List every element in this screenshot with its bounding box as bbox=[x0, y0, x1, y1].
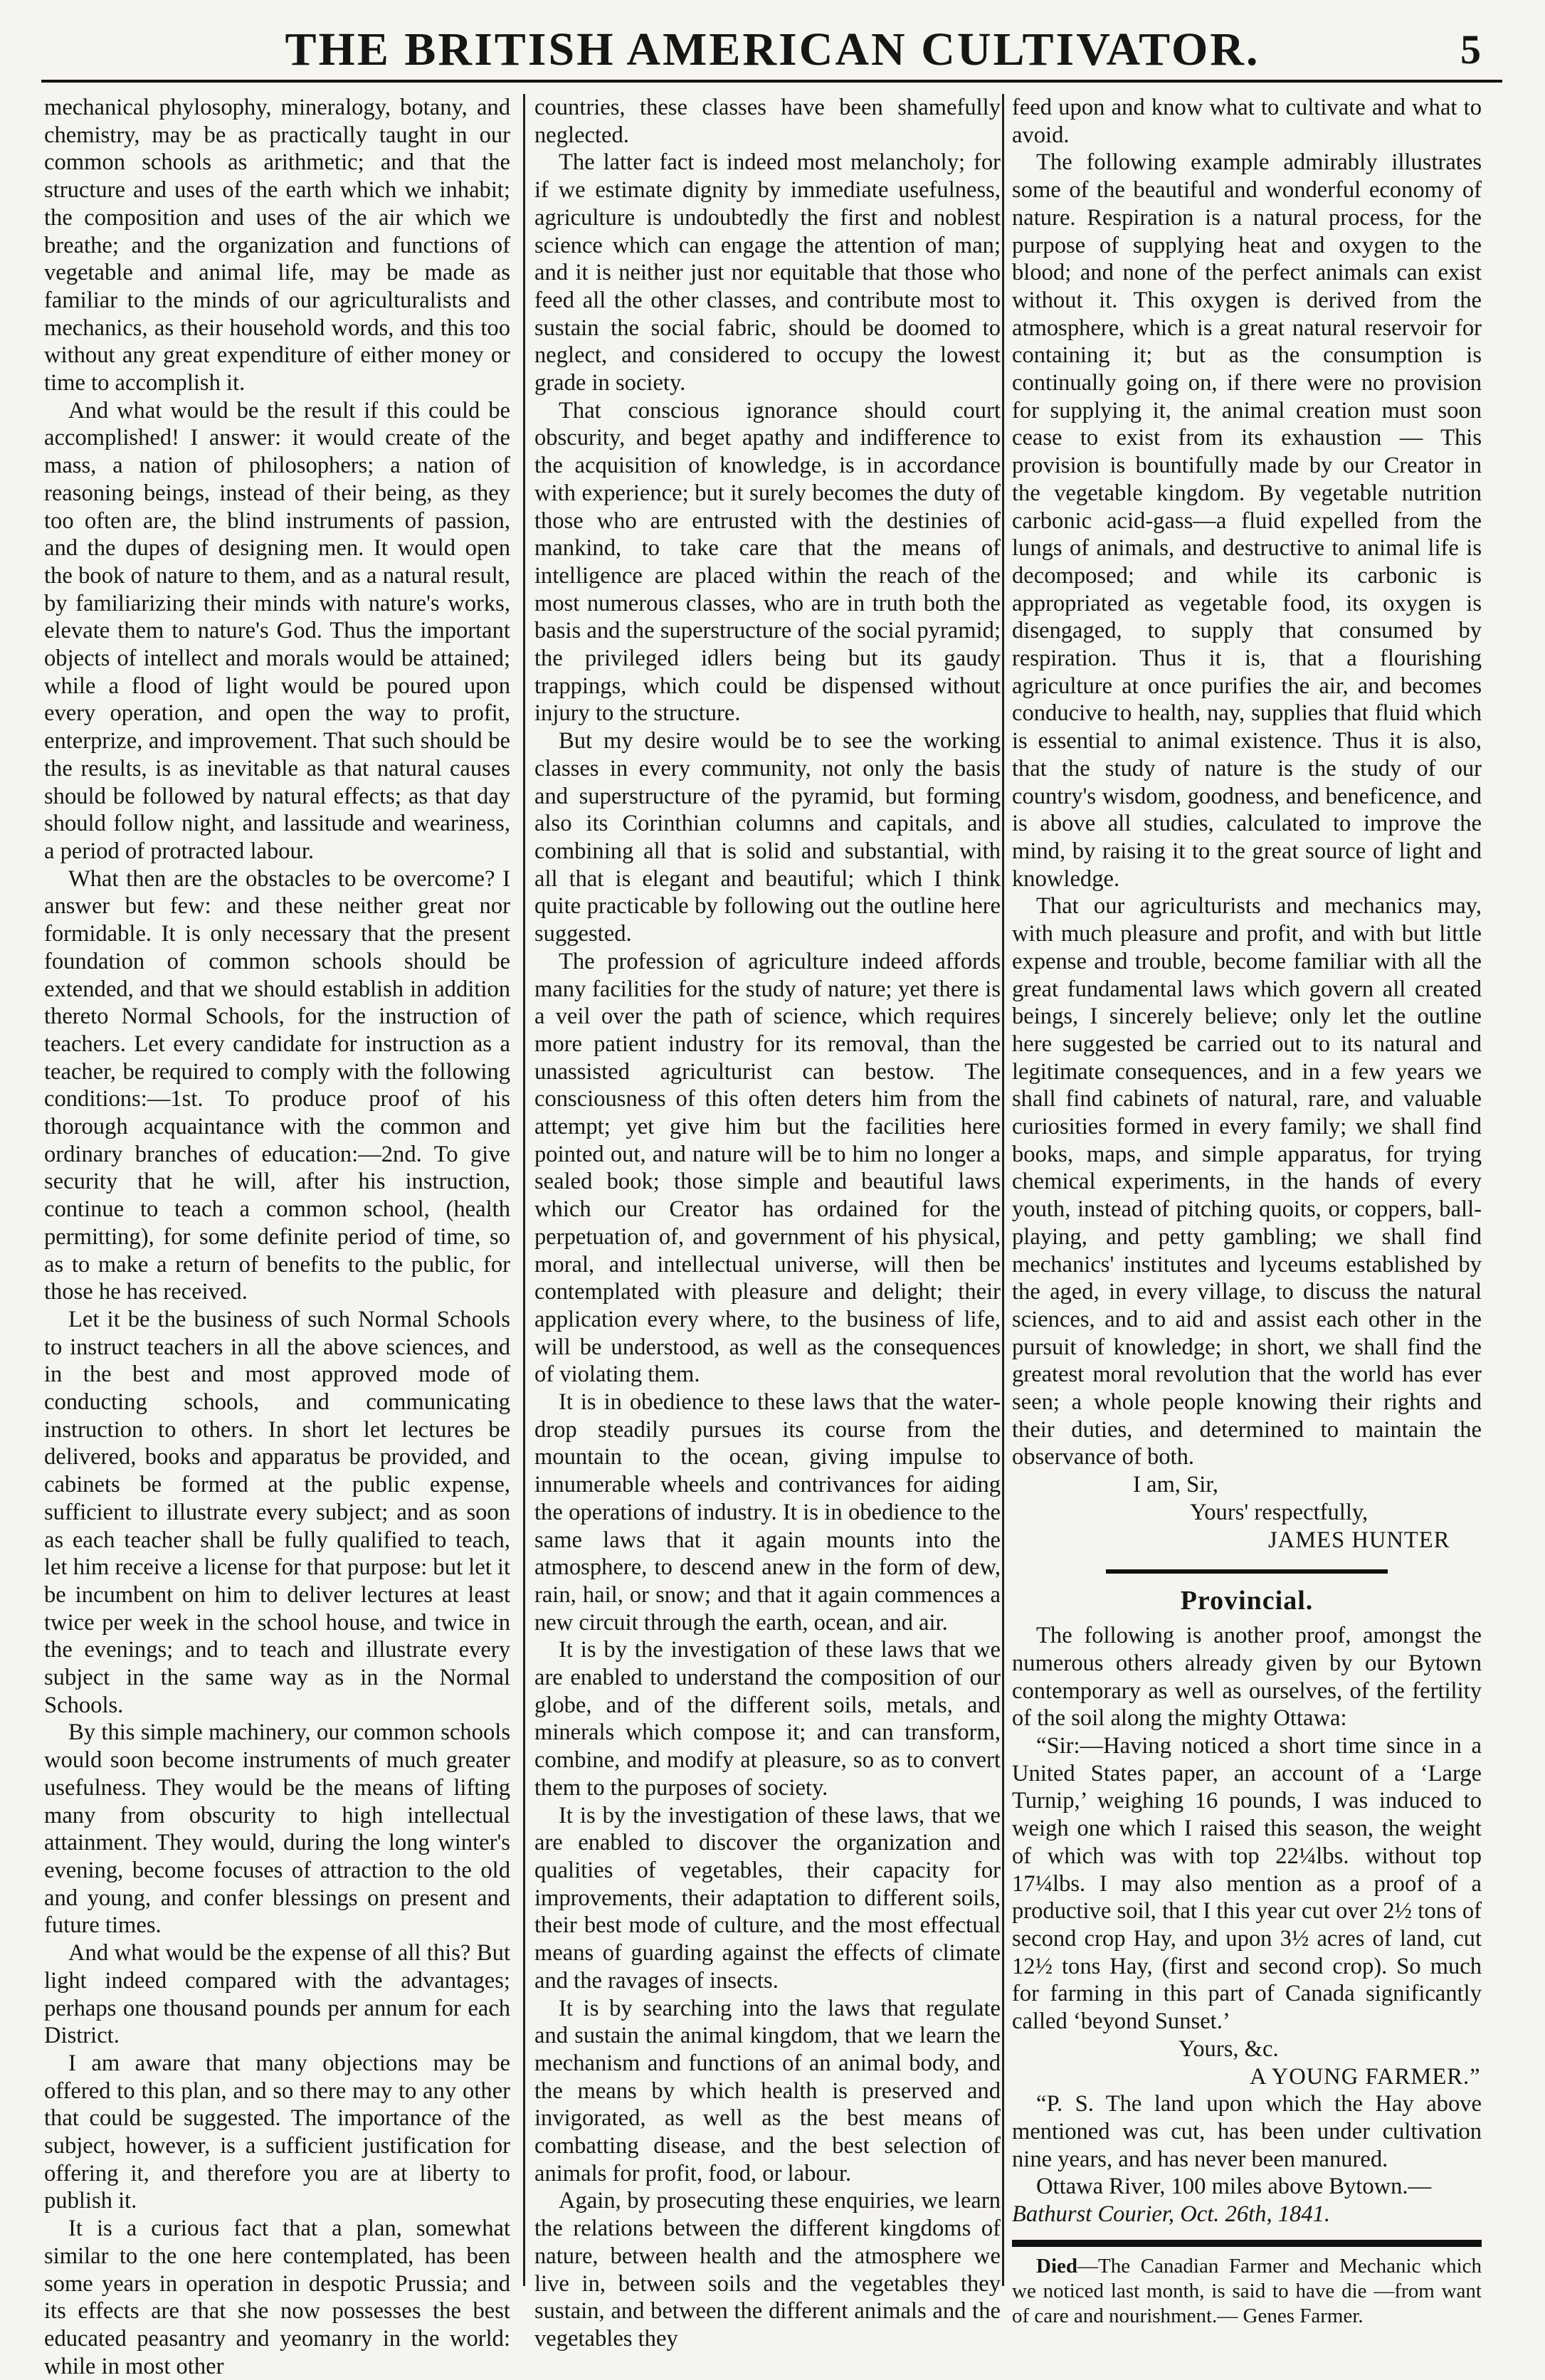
died-label: Died bbox=[1036, 2254, 1077, 2278]
paragraph: I am aware that many objections may be offered to this plan, and so there may to any other that could be suggested. The importance of the subject, however, is a sufficient justification for offering it, and therefore you are at liberty to publish it. bbox=[44, 2050, 510, 2214]
section-separator bbox=[1106, 1569, 1388, 1574]
paragraph: It is in obedience to these laws that the water-drop steadily pursues its course from the mountain to the ocean, giving impulse to innumerable wheels and contrivances for aiding the operations of industry. It is in obedience to the same laws that it again mounts into the atmosphere, to descend anew in the form of dew, rain, hail, or snow; and that it again commences a new circuit through the earth, ocean, and air. bbox=[534, 1389, 1001, 1636]
postscript: “P. S. The land upon which the Hay above mentioned was cut, has been under cultivation nine years, and has never been manured. bbox=[1012, 2091, 1482, 2172]
paragraph: By this simple machinery, our common schools would soon become instruments of much greater usefulness. They would be the means of lifting many from obscurity to high intellectual attainment. They would, during the long winter's evening, become focuses of attraction to the old and young, and confer blessings on present and future times. bbox=[44, 1720, 510, 1939]
paragraph: The following is another proof, amongst the numerous others already given by our Bytown contemporary as well as ourselves, of the fertility of the soil along the mighty Ottawa: bbox=[1012, 1623, 1482, 1732]
paragraph: The following example admirably illustrates some of the beautiful and wonderful economy of nature. Respiration is a natural process, for the purpose of supplying heat and oxygen to the blood; and none of the perfect animals can exist without it. This oxygen is derived from the atmosphere, which is a great natural reservoir for containing it; but as the consumption is continually going on, if there were no provision for supplying it, the animal creation must soon cease to exist from its exhaustion — This provision is bountifully made by our Creator in the vegetable kingdom. By vegetable nutrition carbonic acid-gass—a fluid expelled from the lungs of animals, and destructive to animal life is decomposed; and while its carbonic is appropriated as vegetable food, its oxygen is disengaged, to supply that consumed by respiration. Thus it is, that a flourishing agriculture at once purifies the air, and becomes conducive to health, nay, supplies that fluid which is essential to animal existence. Thus it is also, that the study of nature is the study of our country's wisdom, goodness, and beneficence, and is above all studies, calculated to improve the mind, by raising it to the great source of light and knowledge. bbox=[1012, 149, 1482, 892]
paragraph: And what would be the expense of all this? But light indeed compared with the advantages; perhaps one thousand pounds per annum for each District. bbox=[44, 1940, 510, 2049]
signoff-closing: Yours' respectfully, bbox=[1190, 1499, 1369, 1525]
paragraph: feed upon and know what to cultivate and what to avoid. bbox=[1012, 95, 1482, 148]
paragraph: That conscious ignorance should court obscurity, and beget apathy and indifference to the acquisition of knowledge, is in accordance with experience; but it surely becomes the duty of those who are entrusted with the destinies of mankind, to take care that the means of intelligence are placed within the reach of the most numerous classes, who are in truth both the basis and the superstructure of the social pyramid; the privileged idlers being but its gaudy trappings, which could be dispensed without injury to the structure. bbox=[534, 397, 1001, 727]
paragraph: That our agriculturists and mechanics may, with much pleasure and profit, and with but little expense and trouble, become familiar with all the great fundamental laws which govern all created beings, I sincerely believe; only let the outline here suggested be carried out to its natural and legitimate consequences, and in a few years we shall find cabinets of natural, rare, and valuable curiosities formed in every family; we shall find books, maps, and simple apparatus, for trying chemical experiments, in the hands of every youth, instead of pitching quoits, or coppers, ball-playing, and petty gambling; we shall find mechanics' institutes and lyceums established by the aged, in every village, to discuss the natural sciences, and to aid and assist each other in the pursuit of knowledge; in short, we shall find the greatest moral revolution that the world has ever seen; a whole people knowing their rights and their duties, and determined to maintain the observance of both. bbox=[1012, 893, 1482, 1470]
paragraph: It is by the investigation of these laws, that we are enabled to discover the organization and qualities of vegetables, their capacity for improvements, their adaptation to different soils, their best mode of culture, and the most effectual means of guarding against the effects of climate and the ravages of insects. bbox=[534, 1802, 1001, 1994]
column-3 bbox=[1012, 94, 1482, 2327]
signoff-signature: JAMES HUNTER bbox=[1268, 1527, 1450, 1553]
quoted-letter: “Sir:—Having noticed a short time since in a United States paper, an account of a ‘Large Turnip,’ weighing 16 pounds, I was induced to weigh one which I raised this season, the weight of which was with top 22¼lbs. without top 17¼lbs. I may also mention as a proof of a productive soil, that I this year cut over 2½ tons of second crop Hay, and upon 3½ acres of land, cut 12½ tons Hay, (first and second crop). So much for farming in this part of Canada significantly called ‘beyond Sunset.’ bbox=[1012, 1733, 1482, 2035]
paragraph: countries, these classes have been shamefully neglected. bbox=[534, 95, 1001, 148]
section-separator-heavy bbox=[1012, 2240, 1482, 2247]
paragraph: It is by searching into the laws that regulate and sustain the animal kingdom, that we learn the mechanism and functions of an animal body, and the means by which health is preserved and invigorated, as well as the best means of combatting disease, and the best selection of animals for profit, food, or labour. bbox=[534, 1995, 1001, 2186]
dateline: Ottawa River, 100 miles above Bytown.— bbox=[1036, 2174, 1432, 2200]
letter-signoff bbox=[1012, 1471, 1482, 1554]
letter-closing: Yours, &c. bbox=[1178, 2036, 1279, 2062]
paragraph: It is a curious fact that a plan, somewhat similar to the one here contemplated, has been some years in operation in despotic Prussia; and its effects are that she now possesses the best educated peasantry and yeomanry in the world: while in most other bbox=[44, 2216, 510, 2379]
page-number: 5 bbox=[1460, 26, 1481, 73]
letter-signature: A YOUNG FARMER.” bbox=[1250, 2063, 1481, 2090]
section-heading: Provincial. bbox=[1180, 1586, 1314, 1616]
column-2 bbox=[534, 94, 1001, 2352]
died-notice bbox=[1012, 2254, 1482, 2329]
source-citation: Bathurst Courier, Oct. 26th, 1841. bbox=[1012, 2201, 1331, 2228]
paragraph: It is by the investigation of these laws that we are enabled to understand the composition of our globe, and of the different soils, metals, and minerals which compose it; and can transform, combine, and modify at pleasure, so as to convert them to the purposes of society. bbox=[534, 1637, 1001, 1801]
paragraph: Again, by prosecuting these enquiries, we learn the relations between the different kingdoms of nature, between health and the atmosphere we live in, between soils and the vegetables they sustain, and between the different animals and the vegetables they bbox=[534, 2188, 1001, 2352]
paragraph: Let it be the business of such Normal Schools to instruct teachers in all the above sciences, and in the best and most approved mode of conducting schools, and communicating instruction to others. In short let lectures be delivered, books and apparatus be provided, and cabinets be formed at the public expense, sufficient to illustrate every subject; and as soon as each teacher shall be fully qualified to teach, let him receive a license for that purpose: but let it be incumbent on him to deliver lectures at least twice per week in the school house, and twice in the evenings; and to teach and illustrate every subject in the same way as in the Normal Schools. bbox=[44, 1306, 510, 1718]
newspaper-title: THE BRITISH AMERICAN CULTIVATOR. bbox=[285, 23, 1260, 75]
column-divider-2 bbox=[1002, 94, 1004, 2286]
paragraph: What then are the obstacles to be overcome? I answer but few: and these neither great nor formidable. It is only necessary that the present foundation of common schools should be extended, and that we should establish in addition thereto Normal Schools, for the instruction of teachers. Let every candidate for instruction as a teacher, be required to comply with the following conditions:—1st. To produce proof of his thorough acquaintance with the common and ordinary branches of education:—2nd. To give security that he will, after his instruction, continue to teach a common school, (health permitting), for some definite period of time, so as to make a return of benefits to the public, for those he has received. bbox=[44, 865, 510, 1305]
paragraph: The profession of agriculture indeed affords many facilities for the study of nature; yet there is a veil over the path of science, which requires more patient industry for its removal, than the unassisted agriculturist can bestow. The consciousness of this often deters him from the attempt; yet give him but the facilities here pointed out, and nature will be to him no longer a sealed book; those simple and beautiful laws which our Creator has ordained for the perpetuation of, and government of his physical, moral, and intellectual universe, will then be contemplated with pleasure and delight; their application every where, to the business of life, will be understood, as well as the consequences of violating them. bbox=[534, 948, 1001, 1388]
column-1 bbox=[44, 94, 510, 2379]
died-text: —The Canadian Farmer and Mechanic which we noticed last month, is said to have die —from want of care and nourishment.— Genes Farmer. bbox=[1012, 2254, 1482, 2327]
masthead bbox=[0, 0, 1545, 84]
paragraph: mechanical phylosophy, mineralogy, botany, and chemistry, may be as practically taught in our common schools as arithmetic; and that the structure and uses of the earth which we inhabit; the composition and uses of the air which we breathe; and the organization and functions of vegetable and animal life, may be made as familiar to the minds of our agriculturalists and mechanics, as their household words, and this too without any great expenditure of either money or time to accomplish it. bbox=[44, 95, 510, 396]
paragraph: The latter fact is indeed most melancholy; for if we estimate dignity by immediate usefulness, agriculture is undoubtedly the first and noblest science which can engage the attention of man; and it is neither just nor equitable that those who feed all the other classes, and contribute most to sustain the social fabric, should be doomed to neglect, and considered to occupy the lowest grade in society. bbox=[534, 149, 1001, 396]
column-divider-1 bbox=[523, 94, 525, 2286]
signoff-salutation: I am, Sir, bbox=[1133, 1472, 1218, 1498]
masthead-rule bbox=[41, 80, 1502, 83]
paragraph: And what would be the result if this could be accomplished! I answer: it would create of the mass, a nation of philosophers; a nation of reasoning beings, instead of their being, as they too often are, the blind instruments of passion, and the dupes of designing men. It would open the book of nature to them, and as a natural result, by familiarizing their minds with nature's works, elevate them to nature's God. Thus the important objects of intellect and morals would be attained; while a flood of light would be poured upon every operation, and open the way to profit, enterprize, and improvement. That such should be the results, is as inevitable as that natural causes should be followed by natural effects; as that day should follow night, and lassitude and weariness, a period of protracted labour. bbox=[44, 397, 510, 864]
paragraph: But my desire would be to see the working classes in every community, not only the basis and superstructure of the pyramid, but forming also its Corinthian columns and capitals, and combining all that is solid and substantial, with all that is elegant and beautiful; which I think quite practicable by following out the outline here suggested. bbox=[534, 728, 1001, 947]
